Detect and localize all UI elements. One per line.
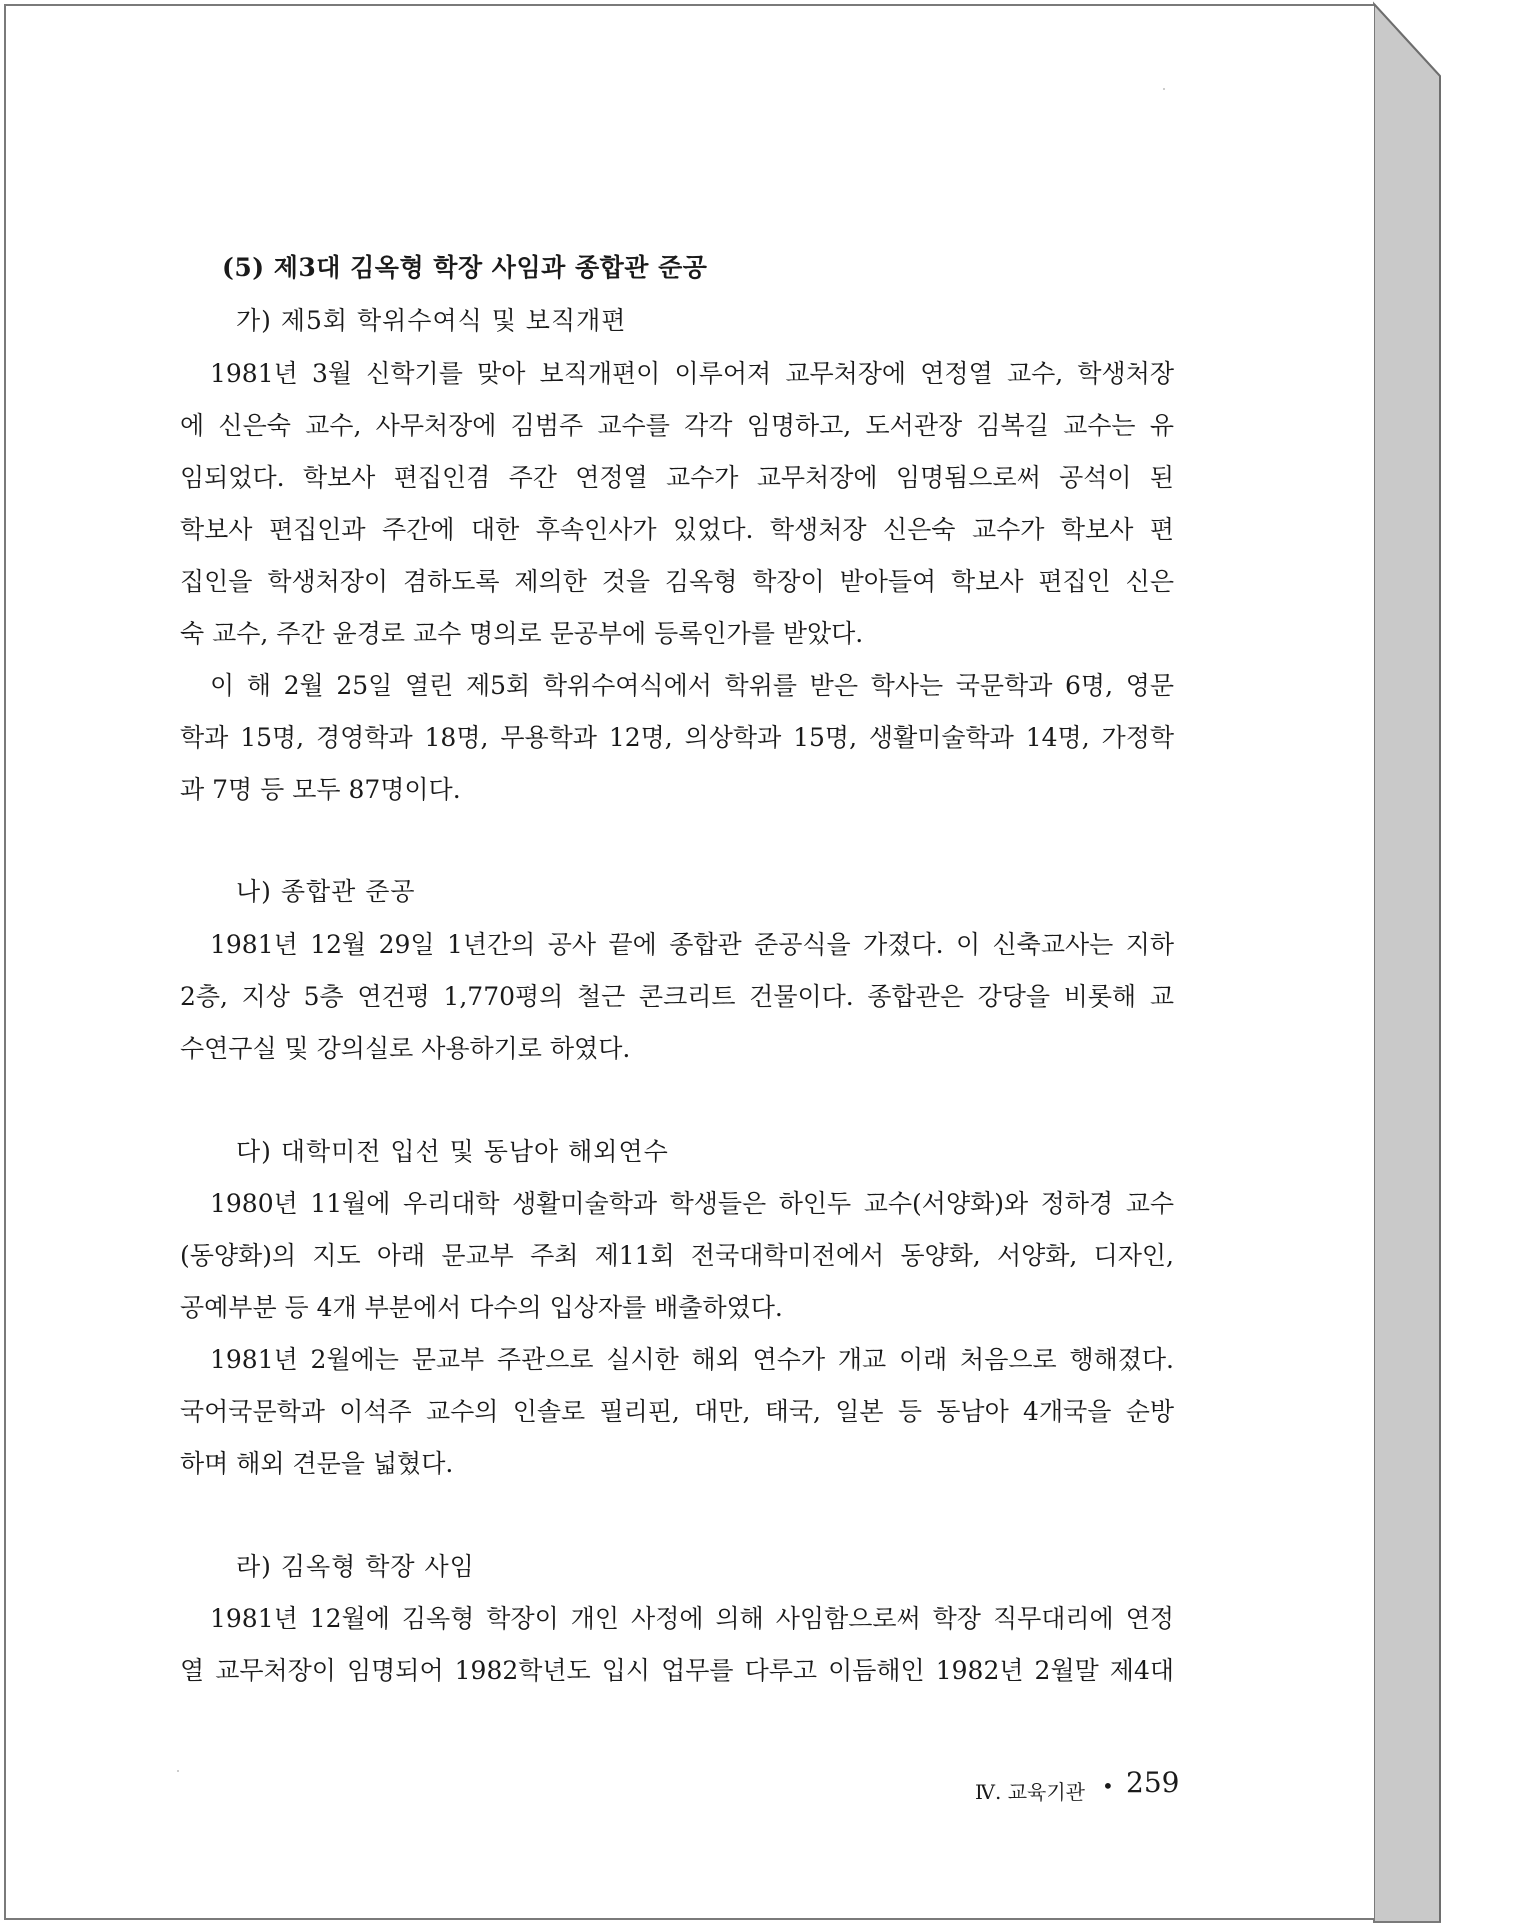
footer-chapter: Ⅳ. 교육기관 [975, 1780, 1085, 1804]
paragraph-line: 집인을 학생처장이 겸하도록 제의한 것을 김옥형 학장이 받아들여 학보사 편집인 신은 [180, 567, 1174, 596]
subsection-heading-d: 라) 김옥형 학장 사임 [236, 1552, 475, 1581]
paragraph-line: 수연구실 및 강의실로 사용하기로 하였다. [180, 1034, 631, 1063]
scan-speck [177, 1770, 179, 1772]
paragraph-line: 국어국문학과 이석주 교수의 인솔로 필리핀, 대만, 태국, 일본 등 동남아 4개국을 순방 [180, 1397, 1174, 1426]
paragraph-line: 1980년 11월에 우리대학 생활미술학과 학생들은 하인두 교수(서양화)와 정하경 교수 [210, 1189, 1174, 1218]
section-title: (5) 제3대 김옥형 학장 사임과 종합관 준공 [222, 253, 708, 282]
subsection-heading-c: 다) 대학미전 입선 및 동남아 해외연수 [236, 1137, 669, 1166]
paragraph-line: 1981년 12월 29일 1년간의 공사 끝에 종합관 준공식을 가졌다. 이 신축교사는 지하 [210, 930, 1174, 959]
paragraph-line: 학과 15명, 경영학과 18명, 무용학과 12명, 의상학과 15명, 생활미술학과 14명, 가정학 [180, 723, 1174, 752]
paragraph-line: 열 교무처장이 임명되어 1982학년도 입시 업무를 다루고 이듬해인 1982년 2월말 제4대 [180, 1656, 1174, 1685]
paragraph-line: 하며 해외 견문을 넓혔다. [180, 1449, 454, 1478]
paragraph-line: 1981년 3월 신학기를 맞아 보직개편이 이루어져 교무처장에 연정열 교수, 학생처장 [210, 359, 1174, 388]
scan-speck [1163, 88, 1165, 90]
footer-bullet: • [1102, 1774, 1114, 1798]
paragraph-line: 숙 교수, 주간 윤경로 교수 명의로 문공부에 등록인가를 받았다. [180, 619, 864, 648]
paragraph-line: 학보사 편집인과 주간에 대한 후속인사가 있었다. 학생처장 신은숙 교수가 학보사 편 [180, 515, 1174, 544]
paragraph-line: 과 7명 등 모두 87명이다. [180, 775, 461, 804]
subsection-heading-a: 가) 제5회 학위수여식 및 보직개편 [236, 306, 627, 335]
paragraph-line: 공예부분 등 4개 부분에서 다수의 입상자를 배출하였다. [180, 1293, 783, 1322]
subsection-heading-b: 나) 종합관 준공 [236, 877, 416, 906]
paragraph-line: 1981년 12월에 김옥형 학장이 개인 사정에 의해 사임함으로써 학장 직무대리에 연정 [210, 1604, 1174, 1633]
page-number: 259 [1126, 1766, 1180, 1799]
paragraph-line: 2층, 지상 5층 연건평 1,770평의 철근 콘크리트 건물이다. 종합관은 강당을 비롯해 교 [180, 982, 1174, 1011]
paragraph-line: (동양화)의 지도 아래 문교부 주최 제11회 전국대학미전에서 동양화, 서양화, 디자인, [180, 1241, 1174, 1270]
paragraph-line: 이 해 2월 25일 열린 제5회 학위수여식에서 학위를 받은 학사는 국문학과 6명, 영문 [210, 671, 1174, 700]
paragraph-line: 에 신은숙 교수, 사무처장에 김범주 교수를 각각 임명하고, 도서관장 김복길 교수는 유 [180, 411, 1174, 440]
page-edge-top-face [1374, 4, 1440, 1922]
paragraph-line: 임되었다. 학보사 편집인겸 주간 연정열 교수가 교무처장에 임명됨으로써 공석이 된 [180, 463, 1174, 492]
paragraph-line: 1981년 2월에는 문교부 주관으로 실시한 해외 연수가 개교 이래 처음으로 행해졌다. [210, 1345, 1174, 1374]
